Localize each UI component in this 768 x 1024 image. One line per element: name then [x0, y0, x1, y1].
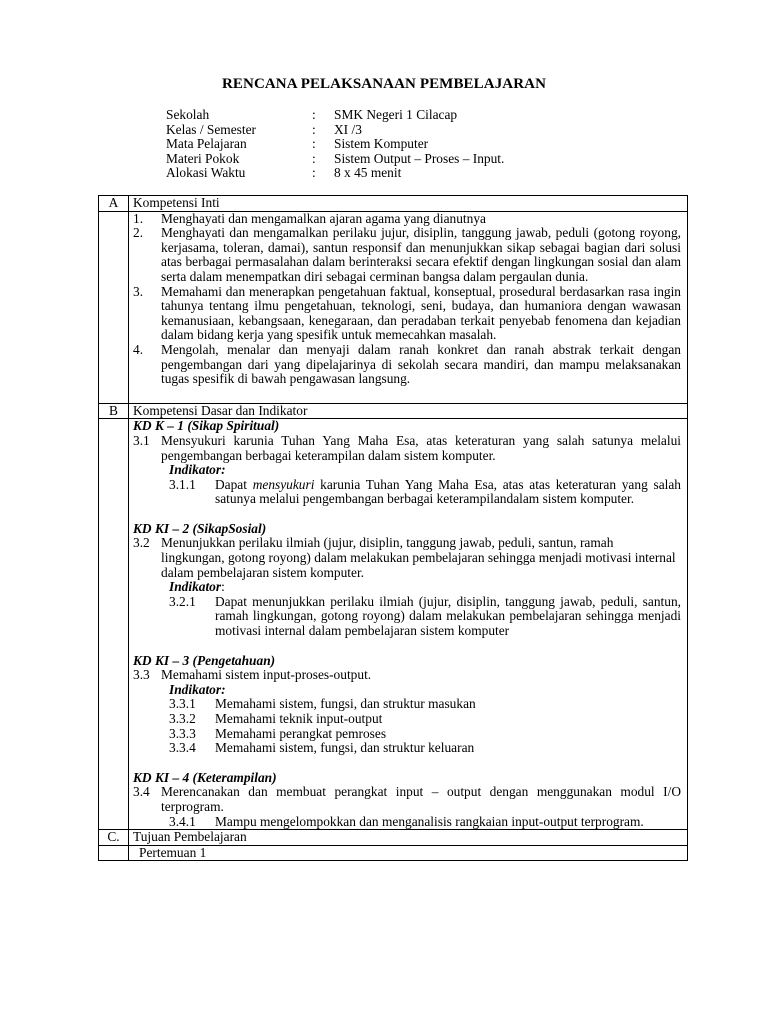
indicator-item — [133, 697, 681, 712]
kd-heading: KD KI – 4 (Keterampilan) — [133, 769, 277, 785]
section-b-body-row — [99, 419, 687, 830]
kd-item — [133, 668, 681, 683]
info-colon: : — [312, 107, 316, 122]
info-value: Sistem Output – Proses – Input. — [334, 150, 505, 166]
indikator-label: Indikator: — [169, 681, 226, 697]
info-value: XI /3 — [334, 121, 362, 137]
section-b-header-row — [99, 404, 687, 420]
indicator-item — [133, 712, 681, 727]
lesson-plan-table — [98, 195, 688, 861]
info-label: Alokasi Waktu — [166, 165, 246, 181]
section-c-header-row — [99, 830, 687, 846]
indikator-label: Indikator: — [169, 462, 226, 478]
info-block — [166, 108, 504, 181]
list-item-number: 1. — [133, 210, 144, 226]
indicator-item — [133, 595, 681, 639]
info-label: Kelas / Semester — [166, 121, 256, 137]
info-row-kelas — [166, 123, 504, 138]
info-row-materi-pokok — [166, 152, 504, 167]
indicator-number: 3.3.3 — [169, 725, 196, 741]
indicator-number: 3.3.4 — [169, 740, 196, 756]
section-c-sub-row — [99, 846, 687, 862]
meeting-label: Pertemuan 1 — [139, 844, 207, 860]
kd-item — [133, 434, 681, 463]
info-value: 8 x 45 menit — [334, 165, 402, 181]
list-item — [133, 285, 681, 343]
info-row-alokasi-waktu — [166, 166, 504, 181]
kd-text: Merencanakan dan membuat perangkat input – output dengan menggunakan modul I/O terprogram. — [161, 784, 681, 814]
emphasis-text: mensyukuri — [252, 476, 315, 492]
section-letter: B — [99, 404, 129, 419]
page-title: RENCANA PELAKSANAAN PEMBELAJARAN — [221, 76, 547, 92]
list-item-number: 2. — [133, 225, 144, 241]
indicator-text: Dapat menunjukkan perilaku ilmiah (jujur, disiplin, tanggung jawab, peduli, santun, ramah lingkungan, gotong royong) dalam melakukan pembelajaran sehingga menjadi motivasi internal dalam pembelajaran sistem komputer — [215, 593, 681, 639]
indicator-text: Mampu mengelompokkan dan menganalisis rangkaian input-output terprogram. — [215, 813, 644, 829]
kd-number: 3.2 — [133, 535, 150, 551]
section-heading: Tujuan Pembelajaran — [133, 829, 247, 845]
list-item-text: Memahami dan menerapkan pengetahuan faktual, konseptual, prosedural berdasarkan rasa ingin tahunya tentang ilmu pengetahuan, teknologi, seni, budaya, dan humaniora dengan wawasan kemanusiaan, kebangsaan, kenegaraan, dan peradaban terkait penyebab fenomena dan kejadian dalam bidang kerja yang spesifik untuk memecahkan masalah. — [161, 283, 681, 343]
indicator-text: Memahami sistem, fungsi, dan struktur masukan — [215, 696, 476, 712]
kd-text: Menunjukkan perilaku ilmiah (jujur, disiplin, tanggung jawab, peduli, santun, ramah — [161, 535, 614, 551]
list-item — [133, 212, 681, 227]
kd-text-continuation: lingkungan, gotong royong) dalam melakukan pembelajaran sehingga menjadi motivasi internal dalam pembelajaran sistem komputer. — [161, 550, 676, 580]
kd-number: 3.4 — [133, 784, 150, 800]
kd-item — [133, 785, 681, 814]
kd-heading: KD KI – 3 (Pengetahuan) — [133, 652, 276, 668]
list-item-number: 3. — [133, 283, 144, 299]
kd-text: Mensyukuri karunia Tuhan Yang Maha Esa, atas keteraturan yang salah satunya melalui pengembangan berbagai keterampilan dalam sistem komputer. — [161, 432, 681, 463]
info-label: Sekolah — [166, 107, 210, 122]
kd-heading: KD K – 1 (Sikap Spiritual) — [133, 418, 280, 434]
list-item-number: 4. — [133, 341, 144, 357]
info-row-mata-pelajaran — [166, 137, 504, 152]
info-colon: : — [312, 121, 316, 137]
kd-text: Memahami sistem input-proses-output. — [161, 667, 372, 683]
indicator-text: Memahami teknik input-output — [215, 711, 383, 726]
indicator-number: 3.4.1 — [169, 813, 196, 829]
indicator-item — [133, 815, 681, 830]
info-colon: : — [312, 136, 316, 152]
indicator-number: 3.3.1 — [169, 696, 196, 712]
section-letter: C. — [99, 830, 129, 845]
kd-number: 3.1 — [133, 432, 150, 448]
kd-number: 3.3 — [133, 667, 150, 683]
indicator-text: Dapat mensyukuri karunia Tuhan Yang Maha Esa, atas atas keteraturan yang salah satunya melalui pengembangan berbagai keterampilandalam sistem komputer. — [215, 476, 682, 507]
indicator-text: Memahami sistem, fungsi, dan struktur keluaran — [215, 740, 475, 756]
info-colon: : — [312, 165, 316, 181]
list-item — [133, 343, 681, 387]
section-heading: Kompetensi Dasar dan Indikator — [133, 402, 308, 418]
indikator-label: Indikator: — [169, 579, 225, 595]
section-a-header-row — [99, 196, 687, 212]
info-colon: : — [312, 150, 316, 166]
indicator-number: 3.2.1 — [169, 593, 196, 609]
info-value: Sistem Komputer — [334, 136, 429, 152]
section-heading: Kompetensi Inti — [133, 195, 220, 210]
indicator-number: 3.1.1 — [169, 476, 196, 492]
info-label: Mata Pelajaran — [166, 136, 247, 152]
indicator-number: 3.3.2 — [169, 711, 196, 726]
list-item-text: Menghayati dan mengamalkan ajaran agama yang dianutnya — [161, 210, 486, 226]
list-item-text: Mengolah, menalar dan menyaji dalam ranah konkret dan ranah abstrak terkait dengan pengembangan dari yang dipelajarinya di sekolah secara mandiri, dan mampu melaksanakan tugas spesifik di bawah pengawasan langsung. — [161, 341, 681, 387]
list-item — [133, 226, 681, 284]
section-a-body-row — [99, 212, 687, 404]
section-letter: A — [99, 196, 129, 211]
info-row-sekolah — [166, 108, 504, 123]
indicator-item — [133, 741, 681, 756]
list-item-text: Menghayati dan mengamalkan perilaku jujur, disiplin, tanggung jawab, peduli (gotong royong, kerjasama, toleran, damai), santun responsif dan menunjukkan sikap sebagai bagian dari solusi atas berbagai permasalahan dalam berinteraksi secara efektif dengan lingkungan sosial dan alam serta dalam menempatkan diri sebagai cerminan bangsa dalam pergaulan dunia. — [161, 225, 681, 284]
info-label: Materi Pokok — [166, 150, 240, 166]
indicator-text: Memahami perangkat pemroses — [215, 725, 387, 741]
indicator-item — [133, 727, 681, 742]
kd-heading: KD KI – 2 (SikapSosial) — [133, 520, 267, 536]
indicator-item — [133, 478, 681, 507]
info-value: SMK Negeri 1 Cilacap — [334, 107, 458, 122]
kd-item — [133, 536, 681, 551]
